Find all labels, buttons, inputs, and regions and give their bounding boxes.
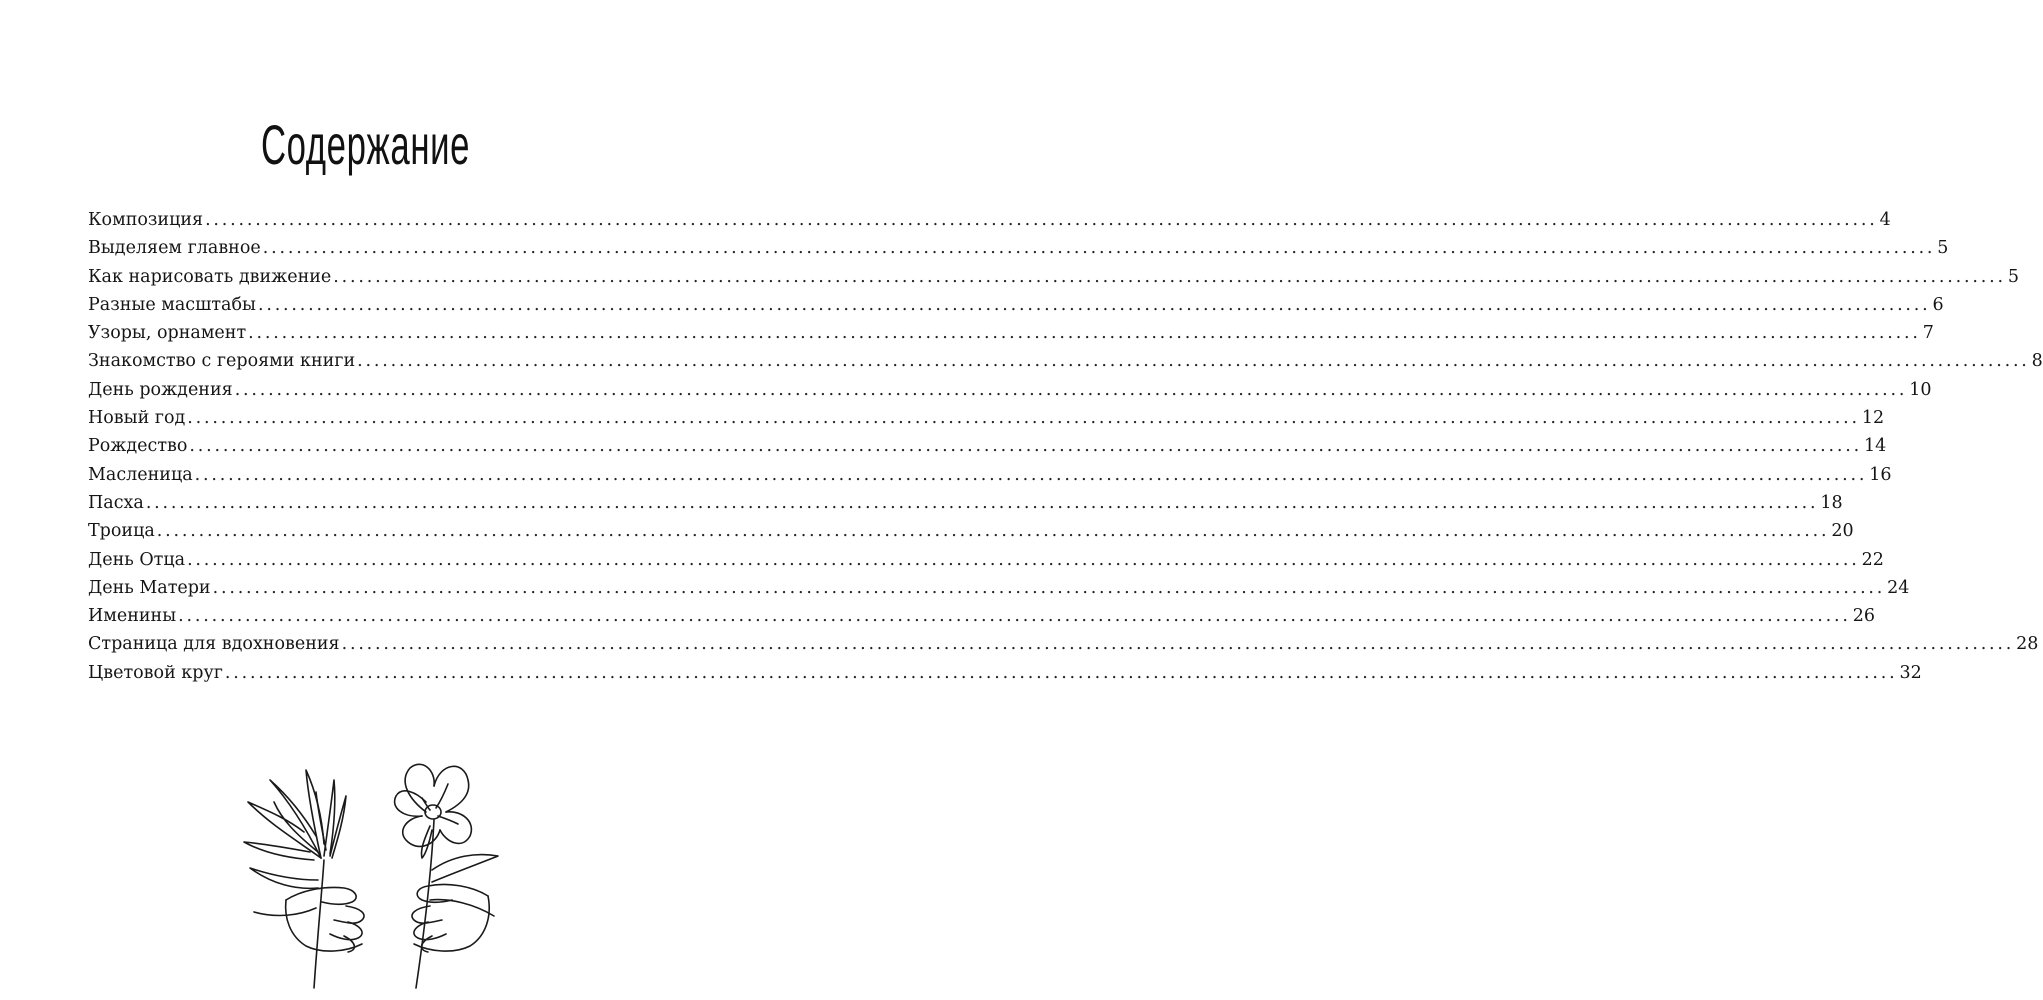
toc-leader-dots: ........................................................................................................................................................................................................ (189, 436, 1862, 457)
toc-entry-page: 32 (1899, 662, 1922, 683)
toc-entry[interactable] (88, 206, 1891, 234)
toc-entry-page: 22 (1861, 549, 1884, 570)
toc-entry[interactable] (88, 659, 1922, 687)
toc-entry-page: 28 (2016, 634, 2039, 655)
toc-leader-dots: ........................................................................................................................................................................................................ (205, 210, 1878, 230)
toc-entry-page: 20 (1831, 521, 1854, 542)
toc-entry-page: 18 (1820, 492, 1843, 513)
toc-entry[interactable] (88, 461, 1892, 489)
toc-entry-page: 26 (1852, 606, 1875, 627)
toc-entry[interactable] (88, 263, 2019, 291)
toc-entry[interactable] (88, 291, 1944, 319)
toc-entry-label: Композиция (88, 210, 204, 230)
toc-entry[interactable] (88, 574, 1910, 602)
toc-entry-page: 6 (1932, 294, 1944, 315)
toc-entry[interactable] (88, 376, 1932, 404)
toc-entry-page: 10 (1909, 379, 1932, 400)
toc-leader-dots: ........................................................................................................................................................................................................ (341, 634, 2015, 655)
toc-leader-dots: ........................................................................................................................................................................................................ (248, 323, 1921, 344)
toc-leader-dots: ........................................................................................................................................................................................................ (212, 577, 1886, 598)
toc-entry-label: Как нарисовать движение (88, 266, 332, 287)
toc-entry-label: Масленица (88, 464, 193, 485)
toc-entry-page: 8 (2031, 351, 2043, 372)
toc-entry[interactable] (88, 319, 1934, 347)
toc-entry-page: 16 (1869, 464, 1892, 485)
toc-leader-dots: ........................................................................................................................................................................................................ (156, 521, 1830, 542)
toc-leader-dots: ........................................................................................................................................................................................................ (187, 408, 1860, 429)
toc-entry[interactable] (88, 347, 2043, 375)
toc-entry-label: Именины (88, 606, 177, 627)
toc-entry[interactable] (88, 234, 1949, 262)
toc-leader-dots: ........................................................................................................................................................................................................ (145, 492, 1819, 513)
toc-leader-dots: ........................................................................................................................................................................................................ (257, 294, 1931, 315)
toc-entry-label: Троица (88, 521, 155, 542)
toc-entry-page: 24 (1887, 577, 1910, 598)
table-of-contents (88, 206, 2043, 687)
toc-entry-label: Выделяем главное (88, 238, 261, 259)
toc-entry-page: 14 (1863, 436, 1887, 457)
toc-entry[interactable] (88, 517, 1854, 545)
toc-entry-page: 5 (2007, 266, 2019, 287)
toc-entry-label: День Отца (88, 549, 186, 570)
toc-leader-dots: ........................................................................................................................................................................................................ (224, 662, 1898, 683)
toc-entry-label: Рождество (88, 436, 188, 457)
toc-entry-label: Знакомство с героями книги (88, 351, 356, 372)
toc-entry-page: 5 (1937, 238, 1949, 259)
toc-entry-page: 12 (1861, 408, 1885, 429)
toc-entry-label: День рождения (88, 379, 233, 400)
toc-entry[interactable] (88, 602, 1875, 630)
page-title: Содержание (260, 113, 471, 176)
toc-entry-page: 7 (1922, 323, 1934, 344)
toc-leader-dots: ........................................................................................................................................................................................................ (178, 606, 1851, 627)
toc-entry[interactable] (88, 546, 1884, 574)
hands-holding-flowers-icon (226, 740, 526, 990)
toc-leader-dots: ........................................................................................................................................................................................................ (234, 379, 1908, 400)
toc-entry-label: Новый год (88, 408, 186, 429)
toc-leader-dots: ........................................................................................................................................................................................................ (262, 238, 1936, 259)
toc-entry-label: День Матери (88, 577, 211, 598)
toc-entry-label: Пасха (88, 492, 144, 513)
toc-entry-page: 4 (1879, 210, 1891, 230)
toc-leader-dots: ........................................................................................................................................................................................................ (187, 549, 1860, 570)
toc-entry-label: Узоры, орнамент (88, 323, 247, 344)
toc-entry-label: Цветовой круг (88, 662, 223, 683)
toc-entry-label: Страница для вдохновения (88, 634, 340, 655)
toc-entry[interactable] (88, 432, 1887, 460)
toc-entry[interactable] (88, 404, 1885, 432)
toc-entry[interactable] (88, 630, 2039, 658)
toc-leader-dots: ........................................................................................................................................................................................................ (194, 464, 1868, 485)
toc-leader-dots: ........................................................................................................................................................................................................ (333, 266, 2006, 287)
toc-entry-label: Разные масштабы (88, 294, 256, 315)
toc-leader-dots: ........................................................................................................................................................................................................ (357, 351, 2030, 372)
toc-entry[interactable] (88, 489, 1843, 517)
